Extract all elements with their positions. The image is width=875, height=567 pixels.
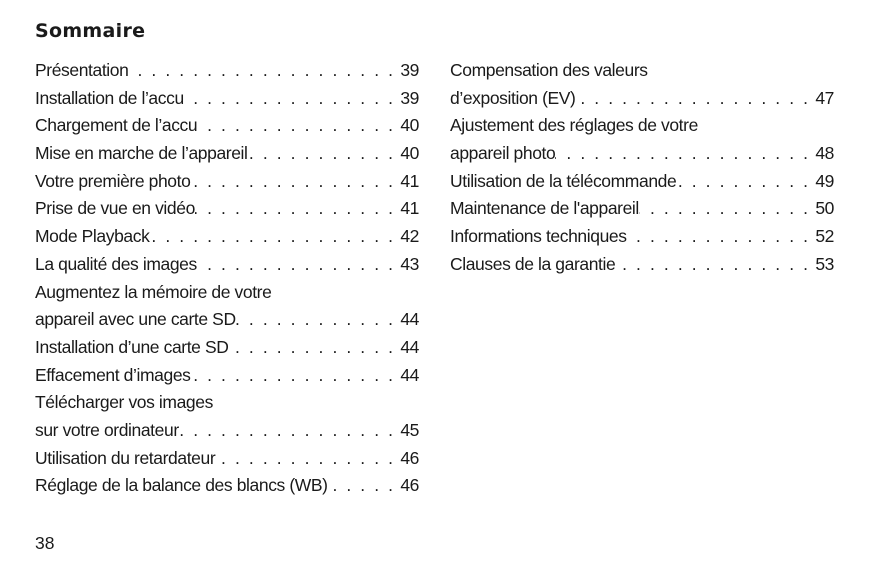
dot-leader (215, 445, 399, 473)
toc-entry-title: Installation de l’accu (35, 87, 184, 108)
toc-entry-title: Utilisation de la télécommande (450, 170, 677, 191)
toc-entry-line (450, 251, 834, 279)
dot-leader (190, 168, 399, 196)
toc-entry-title: Effacement d’images (35, 364, 191, 385)
toc-column-right (450, 57, 834, 279)
toc-entry[interactable] (450, 195, 834, 223)
toc-entry-line (35, 195, 419, 223)
toc-entry-page: 52 (815, 226, 834, 247)
toc-entry[interactable] (35, 85, 419, 113)
toc-entry-page: 46 (400, 475, 419, 496)
dot-leader (228, 334, 399, 362)
toc-entry[interactable] (35, 140, 419, 168)
page-title: Sommaire (35, 20, 146, 42)
dot-leader (627, 223, 814, 251)
toc-entry[interactable] (35, 334, 419, 362)
toc-entry[interactable] (450, 251, 834, 279)
toc-entry-title: La qualité des images (35, 253, 197, 274)
toc-entry[interactable] (450, 112, 834, 167)
toc-entry-title: Mode Playback (35, 226, 150, 247)
toc-entry-line (450, 57, 834, 85)
toc-entry-page: 44 (400, 364, 419, 385)
toc-entry[interactable] (450, 168, 834, 196)
toc-entry-page: 47 (815, 87, 834, 108)
dot-leader (639, 195, 814, 223)
toc-entry-title: appareil avec une carte SD (35, 309, 236, 330)
toc-entry-page: 53 (815, 253, 834, 274)
toc-entry-title: sur votre ordinateur (35, 419, 179, 440)
toc-entry[interactable] (450, 223, 834, 251)
toc-entry-title: Utilisation du retardateur (35, 447, 216, 468)
toc-entry[interactable] (35, 279, 419, 334)
toc-entry-line (35, 445, 419, 473)
toc-entry-page: 44 (400, 336, 419, 357)
toc-entry-line (35, 362, 419, 390)
toc-entry-page: 41 (400, 170, 419, 191)
toc-entry-title: Compensation des valeurs (450, 60, 648, 80)
toc-entry-page: 42 (400, 226, 419, 247)
toc-entry-title: Augmentez la mémoire de votre (35, 281, 272, 302)
toc-column-left (35, 57, 419, 500)
toc-entry[interactable] (35, 57, 419, 85)
dot-leader (179, 417, 399, 445)
toc-entry-page: 45 (400, 419, 419, 440)
toc-entry-title: Informations techniques (450, 226, 627, 247)
dot-leader (676, 168, 814, 196)
toc-entry[interactable] (35, 362, 419, 390)
toc-entry-page: 39 (400, 60, 419, 80)
toc-entry[interactable] (450, 57, 834, 112)
toc-entry-line (35, 279, 419, 307)
toc-entry-line (450, 140, 834, 168)
toc-entry-line (450, 85, 834, 113)
toc-entry-line (35, 334, 419, 362)
dot-leader (197, 251, 399, 279)
toc-entry-title: Maintenance de l'appareil (450, 198, 639, 219)
toc-entry-title: Réglage de la balance des blancs (WB) (35, 475, 328, 496)
dot-leader (575, 85, 814, 113)
toc-entry[interactable] (35, 389, 419, 444)
toc-entry-title: Prise de vue en vidéo (35, 198, 195, 219)
toc-entry-title: Clauses de la garantie (450, 253, 616, 274)
toc-entry[interactable] (35, 251, 419, 279)
toc-entry-page: 41 (400, 198, 419, 219)
toc-entry-line (35, 112, 419, 140)
toc-entry-page: 48 (815, 143, 834, 164)
toc-entry-line (35, 223, 419, 251)
toc-entry-title: d’exposition (EV) (450, 87, 576, 108)
toc-entry-page: 46 (400, 447, 419, 468)
toc-entry-title: Mise en marche de l’appareil (35, 143, 248, 164)
dot-leader (184, 85, 399, 113)
toc-entry-title: Installation d’une carte SD (35, 336, 229, 357)
dot-leader (236, 306, 399, 334)
toc-entry-page: 43 (400, 253, 419, 274)
dot-leader (248, 140, 399, 168)
toc-entry-line (35, 57, 419, 85)
toc-entry-line (450, 112, 834, 140)
dot-leader (197, 112, 399, 140)
toc-entry-page: 44 (400, 309, 419, 330)
toc-entry-page: 40 (400, 115, 419, 136)
toc-entry-line (35, 472, 419, 500)
toc-entry-page: 49 (815, 170, 834, 191)
toc-entry-line (35, 168, 419, 196)
toc-entry-title: Votre première photo (35, 170, 191, 191)
toc-entry-line (450, 223, 834, 251)
dot-leader (149, 223, 399, 251)
dot-leader (555, 140, 814, 168)
toc-entry-line (35, 389, 419, 417)
toc-entry-line (35, 417, 419, 445)
dot-leader (328, 472, 399, 500)
toc-entry-line (450, 168, 834, 196)
toc-entry-line (35, 140, 419, 168)
toc-entry-line (450, 195, 834, 223)
dot-leader (615, 251, 814, 279)
toc-entry[interactable] (35, 195, 419, 223)
toc-entry-title: Présentation (35, 60, 129, 80)
toc-entry-title: Chargement de l’accu (35, 115, 198, 136)
toc-entry-title: Ajustement des réglages de votre (450, 115, 698, 136)
toc-entry[interactable] (35, 168, 419, 196)
toc-entry-line (35, 251, 419, 279)
toc-entry-line (35, 85, 419, 113)
toc-entry[interactable] (35, 445, 419, 473)
toc-entry-page: 50 (815, 198, 834, 219)
toc-entry[interactable] (35, 223, 419, 251)
dot-leader (195, 195, 399, 223)
toc-entry-title: appareil photo (450, 143, 556, 164)
toc-entry-line (35, 306, 419, 334)
toc-entry[interactable] (35, 472, 419, 500)
page-number: 38 (35, 533, 55, 553)
toc-entry-page: 40 (400, 143, 419, 164)
toc-entry-page: 39 (400, 87, 419, 108)
toc-entry[interactable] (35, 112, 419, 140)
dot-leader (128, 57, 399, 85)
toc-entry-title: Télécharger vos images (35, 392, 213, 413)
dot-leader (191, 362, 400, 390)
